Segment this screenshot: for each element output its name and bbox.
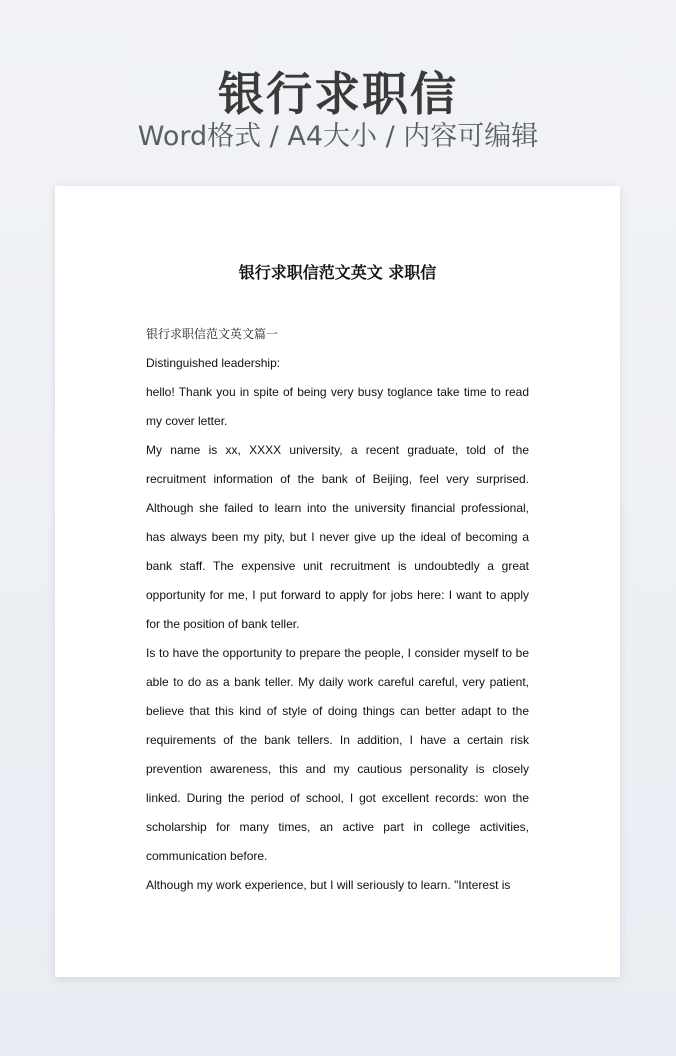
paragraph: hello! Thank you in spite of being very busy toglance take time to read my cover letter.: [146, 385, 529, 428]
document-page: [55, 186, 620, 977]
document-title: 银行求职信范文英文 求职信: [238, 263, 437, 282]
paragraph: Although my work experience, but I will seriously to learn. "Interest is: [146, 878, 511, 892]
salutation: Distinguished leadership:: [146, 356, 281, 370]
banner-subtitle: Word格式 / A4大小 / 内容可编辑: [137, 121, 539, 152]
banner-title: 银行求职信: [218, 67, 458, 121]
paragraph: Is to have the opportunity to prepare the people, I consider myself to be able to do as a bank teller. My daily work careful careful, very patient, believe that this kind of style of doing things can better adapt to the requirements of the bank tellers. In addition, I have a certain risk prevention awareness, this and my cautious personality is closely linked. During the period of school, I got excellent records: won the scholarship for many times, an active part in college activities, communication before.: [146, 646, 529, 863]
banner: [0, 0, 676, 186]
paragraph: My name is xx, XXXX university, a recent graduate, told of the recruitment information of the bank of Beijing, feel very surprised. Although she failed to learn into the university financial professional, has always been my pity, but I never give up the ideal of becoming a bank staff. The expensive unit recruitment is undoubtedly a great opportunity for me, I put forward to apply for jobs here: I want to apply for the position of bank teller.: [146, 443, 529, 631]
section-heading: 银行求职信范文英文篇一: [146, 327, 279, 341]
document-body: [146, 320, 529, 900]
